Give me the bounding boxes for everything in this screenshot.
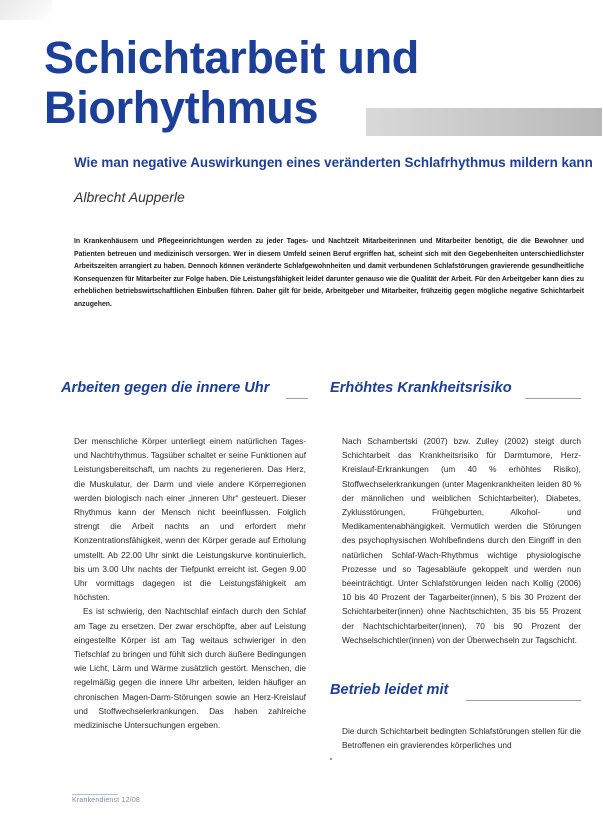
corner-mark	[0, 0, 52, 20]
article-title	[44, 33, 419, 133]
right-column-continued	[342, 724, 581, 752]
article-abstract: In Krankenhäusern und Pflegeeinrichtungen werden zu jeder Tages- und Nachtzeit Mitarbeiterinnen und Mitarbeiter benötigt, die die Bewohner und Patienten betreuen und medizinisch versorgen. Wer in diesem Umfeld seinen Beruf ergriffen hat, scheint sich mit den Gegebenheiten unterschiedlichster Arbeitszeiten arrangiert zu haben. Dennoch können veränderte Schlafgewohnheiten und damit verbundenen Schlafstörungen gravierende gesundheitliche Konsequenzen für Mitarbeiter zur Folge haben. Die Leistungsfähigkeit leidet darunter genauso wie die Qualität der Arbeit. Für den Arbeitgeber kann dies zu erheblichen betriebswirtschaftlichen Einbußen führen. Daher gilt für beide, Arbeitgeber und Mitarbeiter, frühzeitig gegen mögliche negative Schichtarbeit anzugehen.	[74, 238, 584, 308]
footer-rule	[72, 794, 118, 795]
title-decoration-bar	[366, 108, 602, 136]
article-subtitle: Wie man negative Auswirkungen eines veränderten Schlafrhythmus mildern kann	[74, 155, 593, 170]
page-speck	[330, 758, 332, 760]
author-name: Albrecht Aupperle	[74, 189, 185, 205]
heading-rule	[466, 700, 581, 701]
left-paragraph-1: Der menschliche Körper unterliegt einem natürlichen Tages- und Nachtrhythmus. Tagsüber schaltet er seine Funktionen auf Leistungsbereitschaft, um nachts zu regenerieren. Das Herz, die Muskulatur, der Darm und viele andere Körperregionen werden biologisch nach einer „inneren Uhr“ gesteuert. Dieser Rhythmus kann der Mensch nicht beeinflussen. Folglich strengt die Arbeit nachts an und erfordert mehr Konzentrationsfähigkeit, wenn der Körper gerade auf Erholung umstellt. Ab 22.00 Uhr sinkt die Leistungskurve kontinuierlich, bis um 3.00 Uhr nachts der Tiefpunkt erreicht ist. Gegen 9.00 Uhr vormittags dagegen ist die Leistungsfähigkeit am höchsten.	[74, 436, 306, 603]
heading-rule	[525, 398, 581, 399]
title-line-2: Biorhythmus	[44, 82, 319, 133]
title-line-1: Schichtarbeit und	[44, 32, 419, 83]
section-heading-business: Betrieb leidet mit	[330, 682, 449, 698]
section-heading-health-risk: Erhöhtes Krankheitsrisiko	[330, 380, 512, 396]
right-paragraph-1: Nach Schambertski (2007) bzw. Zulley (2002) steigt durch Schichtarbeit das Krankheitsrisiko für Darmtumore, Herz-Kreislauf-Erkrankungen (um 40 % erhöhtes Risiko), Stoffwechselerkrankungen (unter Magenkrankheiten leiden 80 % der männlichen und weiblichen Schichtarbeiter), Diabetes, Zyklusstörungen, Frühgeburten, Alkohol- und Medikamentenabhängigkeit. Vermutlich werden die Störungen des psychophysischen Wohlbefindens durch den Eingriff in den natürlichen Schlaf-Wach-Rhythmus wichtige physiologische Prozesse und so Tagesabläufe gekoppelt und werden nun beeinträchtigt. Unter Schlafstörungen leiden nach Kollig (2006) 10 bis 40 Prozent der Tagarbeiter(innen), 5 bis 30 Prozent der Schichtarbeiter(innen) ohne Nachtschichten, 35 bis 55 Prozent der Nachtschichtarbeiter(innen), 70 bis 90 Prozent der Wechselschichtler(innen) von der Überwechseln zur Tagschicht.	[342, 436, 581, 645]
right-paragraph-2: Die durch Schichtarbeit bedingten Schlafstörungen stellen für die Betroffenen ein gravierendes körperliches und	[342, 726, 581, 751]
left-paragraph-2: Es ist schwierig, den Nachtschlaf einfach durch den Schlaf am Tage zu ersetzen. Der zwar erschöpfte, aber auf Leistung eingestellte Körper ist am Tag weitaus schwieriger in den Tiefschlaf zu bringen und fühlt sich durch äußere Bedingungen wie Licht, Lärm und Wärme zusätzlich gestört. Menschen, die regelmäßig gegen die innere Uhr arbeiten, leiden häufiger an chronischen Magen-Darm-Störungen sowie an Herz-Kreislauf und Stoffwechselerkrankungen. Das haben zahlreiche medizinische Untersuchungen ergeben.	[74, 606, 306, 731]
heading-rule	[286, 398, 308, 399]
right-column	[342, 434, 581, 647]
section-heading-inner-clock: Arbeiten gegen die innere Uhr	[61, 380, 270, 396]
page-footer: Krankendienst 12/08	[72, 797, 141, 804]
left-column	[74, 434, 306, 732]
